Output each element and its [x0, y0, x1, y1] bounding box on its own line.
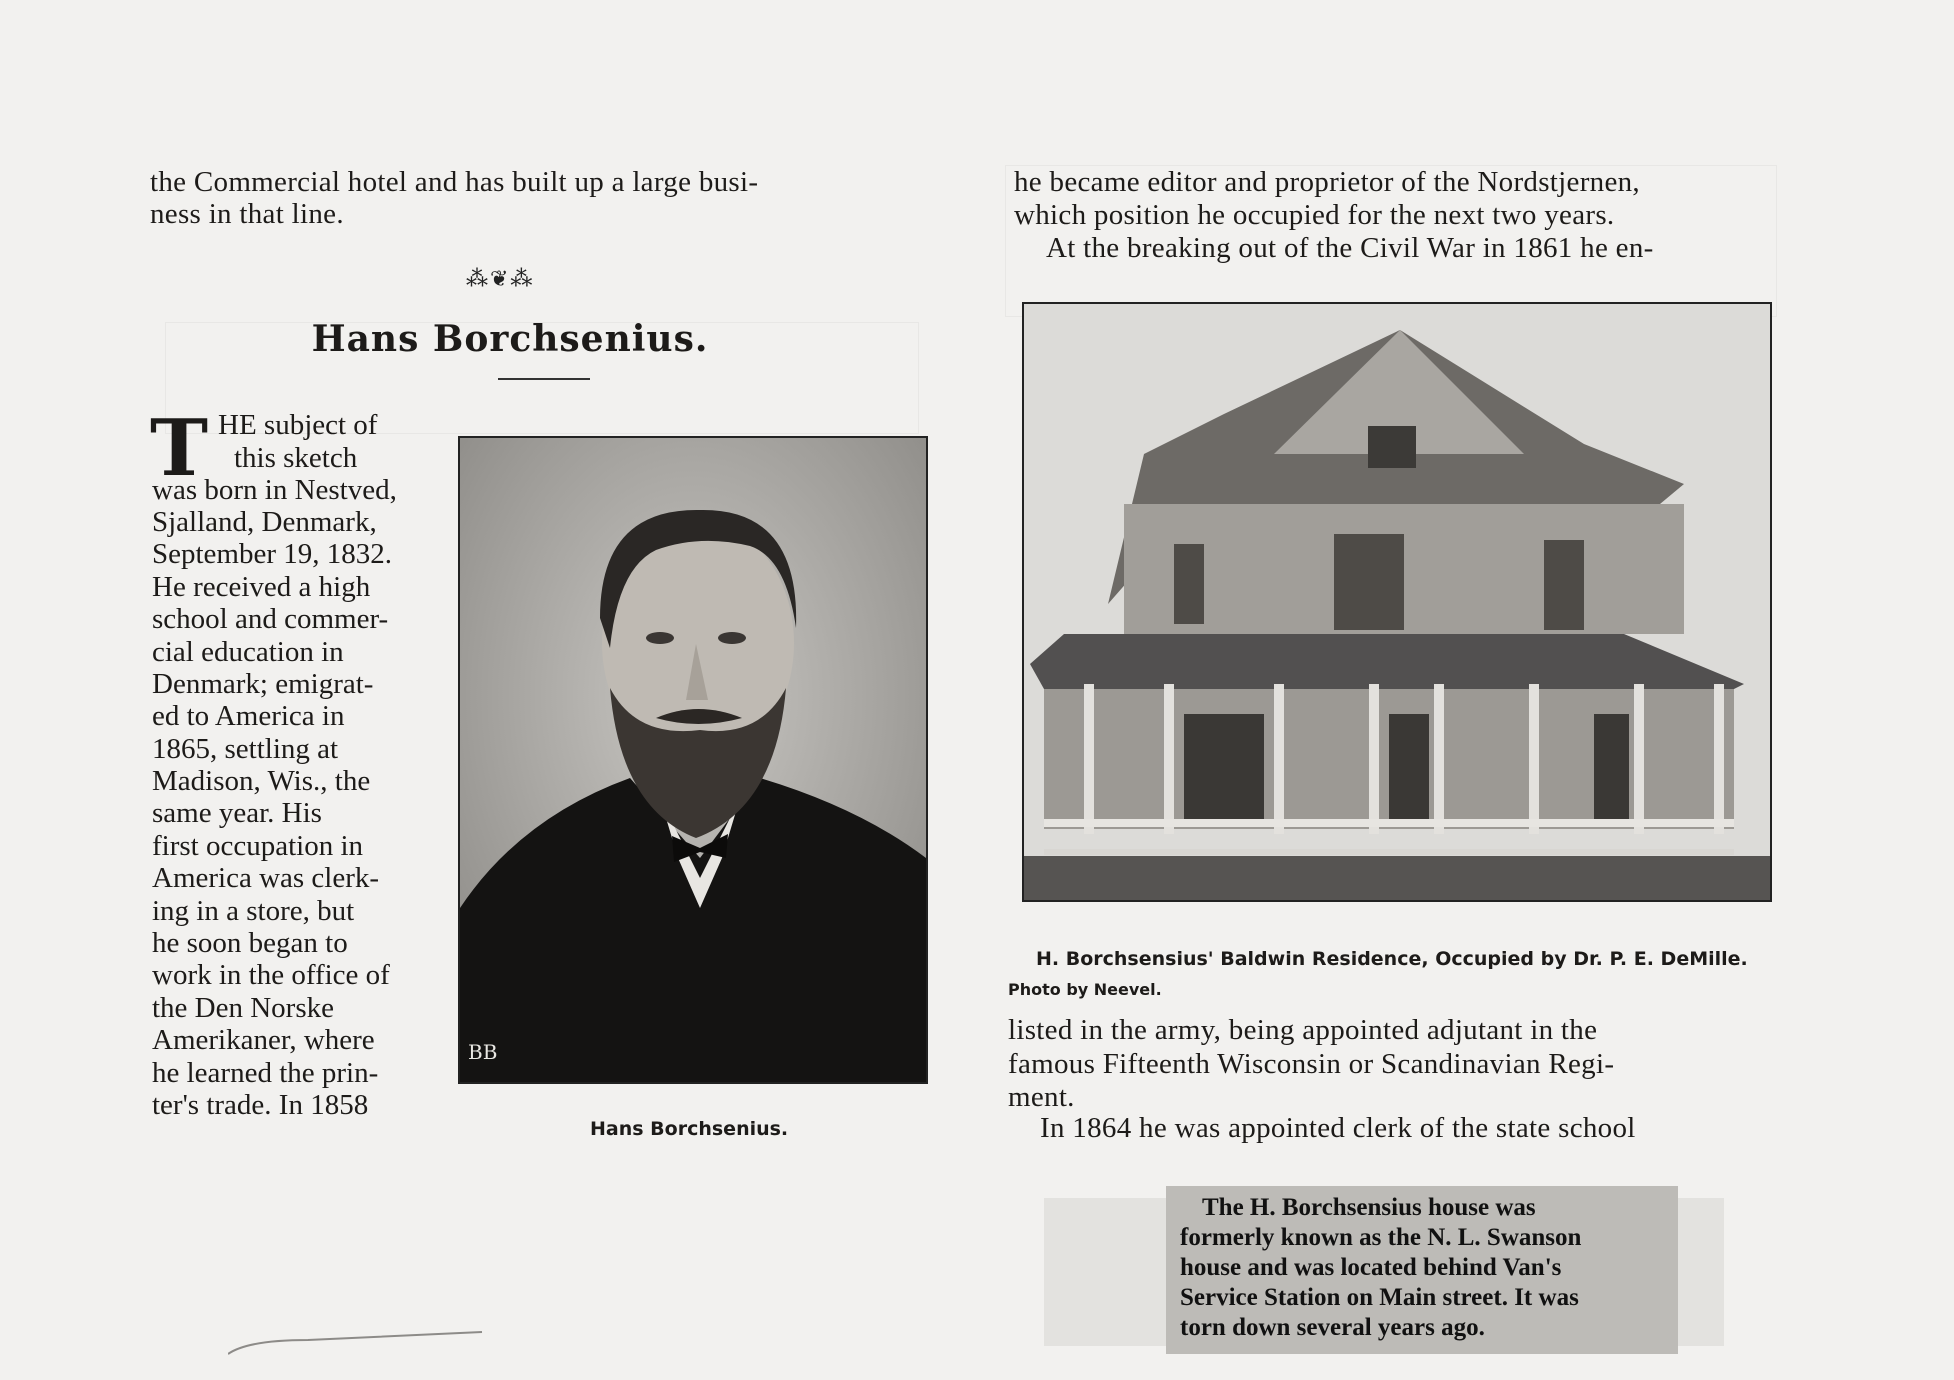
- article-title: Hans Borchsenius.: [311, 318, 709, 360]
- right-bottom-line-1: listed in the army, being appointed adjutant in the: [1008, 1014, 1598, 1046]
- body-line: America was clerk-: [152, 862, 380, 894]
- right-top-line-2: which position he occupied for the next two years.: [1014, 199, 1615, 231]
- clipping-line: The H. Borchsensius house was: [1202, 1194, 1536, 1221]
- body-line: cial education in: [152, 636, 344, 668]
- clipping-line: house and was located behind Van's: [1180, 1254, 1562, 1281]
- body-line: Denmark; emigrat-: [152, 668, 374, 700]
- right-top-line-1: he became editor and proprietor of the Nordstjernen,: [1014, 166, 1640, 198]
- right-bottom-line-3: ment.: [1008, 1081, 1075, 1113]
- left-top-line-2: ness in that line.: [150, 198, 344, 230]
- house-illustration: [1024, 304, 1770, 900]
- body-line: this sketch: [234, 442, 358, 474]
- body-line: he soon began to: [152, 927, 348, 959]
- house-caption: H. Borchsensius' Baldwin Residence, Occupied by Dr. P. E. DeMille.: [1036, 948, 1748, 970]
- body-line: the Den Norske: [152, 992, 335, 1024]
- body-line: Amerikaner, where: [152, 1024, 375, 1056]
- portrait-caption: Hans Borchsenius.: [590, 1118, 789, 1140]
- body-line: same year. His: [152, 797, 322, 829]
- clipping-line: Service Station on Main street. It was: [1180, 1284, 1579, 1311]
- body-line: was born in Nestved,: [152, 474, 397, 506]
- drop-cap: T: [150, 403, 209, 494]
- portrait-photo: [458, 436, 928, 1084]
- right-top-line-3: At the breaking out of the Civil War in 1861 he en-: [1046, 232, 1654, 264]
- clipping-line: torn down several years ago.: [1180, 1314, 1485, 1341]
- body-line: 1865, settling at: [152, 733, 339, 765]
- portrait-monogram: BB: [468, 1040, 498, 1064]
- body-line: ed to America in: [152, 700, 345, 732]
- portrait-illustration: [460, 438, 926, 1082]
- body-line: first occupation in: [152, 830, 364, 862]
- left-top-line-1: the Commercial hotel and has built up a large busi-: [150, 166, 759, 198]
- right-bottom-line-4: In 1864 he was appointed clerk of the state school: [1040, 1112, 1636, 1144]
- pencil-mark: [228, 1318, 488, 1358]
- body-line: work in the office of: [152, 959, 390, 991]
- body-line: Madison, Wis., the: [152, 765, 371, 797]
- body-line: September 19, 1832.: [152, 538, 393, 570]
- newspaper-clipping: [1166, 1186, 1678, 1354]
- body-line: HE subject of: [218, 409, 378, 441]
- clipping-line: formerly known as the N. L. Swanson: [1180, 1224, 1582, 1251]
- house-photo: [1022, 302, 1772, 902]
- body-line: he learned the prin-: [152, 1057, 379, 1089]
- body-line: Sjalland, Denmark,: [152, 506, 377, 538]
- body-line: ing in a store, but: [152, 895, 355, 927]
- photo-credit: Photo by Neevel.: [1008, 980, 1162, 999]
- body-line: ter's trade. In 1858: [152, 1089, 369, 1121]
- body-line: He received a high: [152, 571, 371, 603]
- body-line: school and commer-: [152, 603, 389, 635]
- ornament: ⁂❦⁂: [466, 266, 535, 291]
- title-rule: [498, 378, 590, 380]
- right-bottom-line-2: famous Fifteenth Wisconsin or Scandinavian Regi-: [1008, 1048, 1615, 1080]
